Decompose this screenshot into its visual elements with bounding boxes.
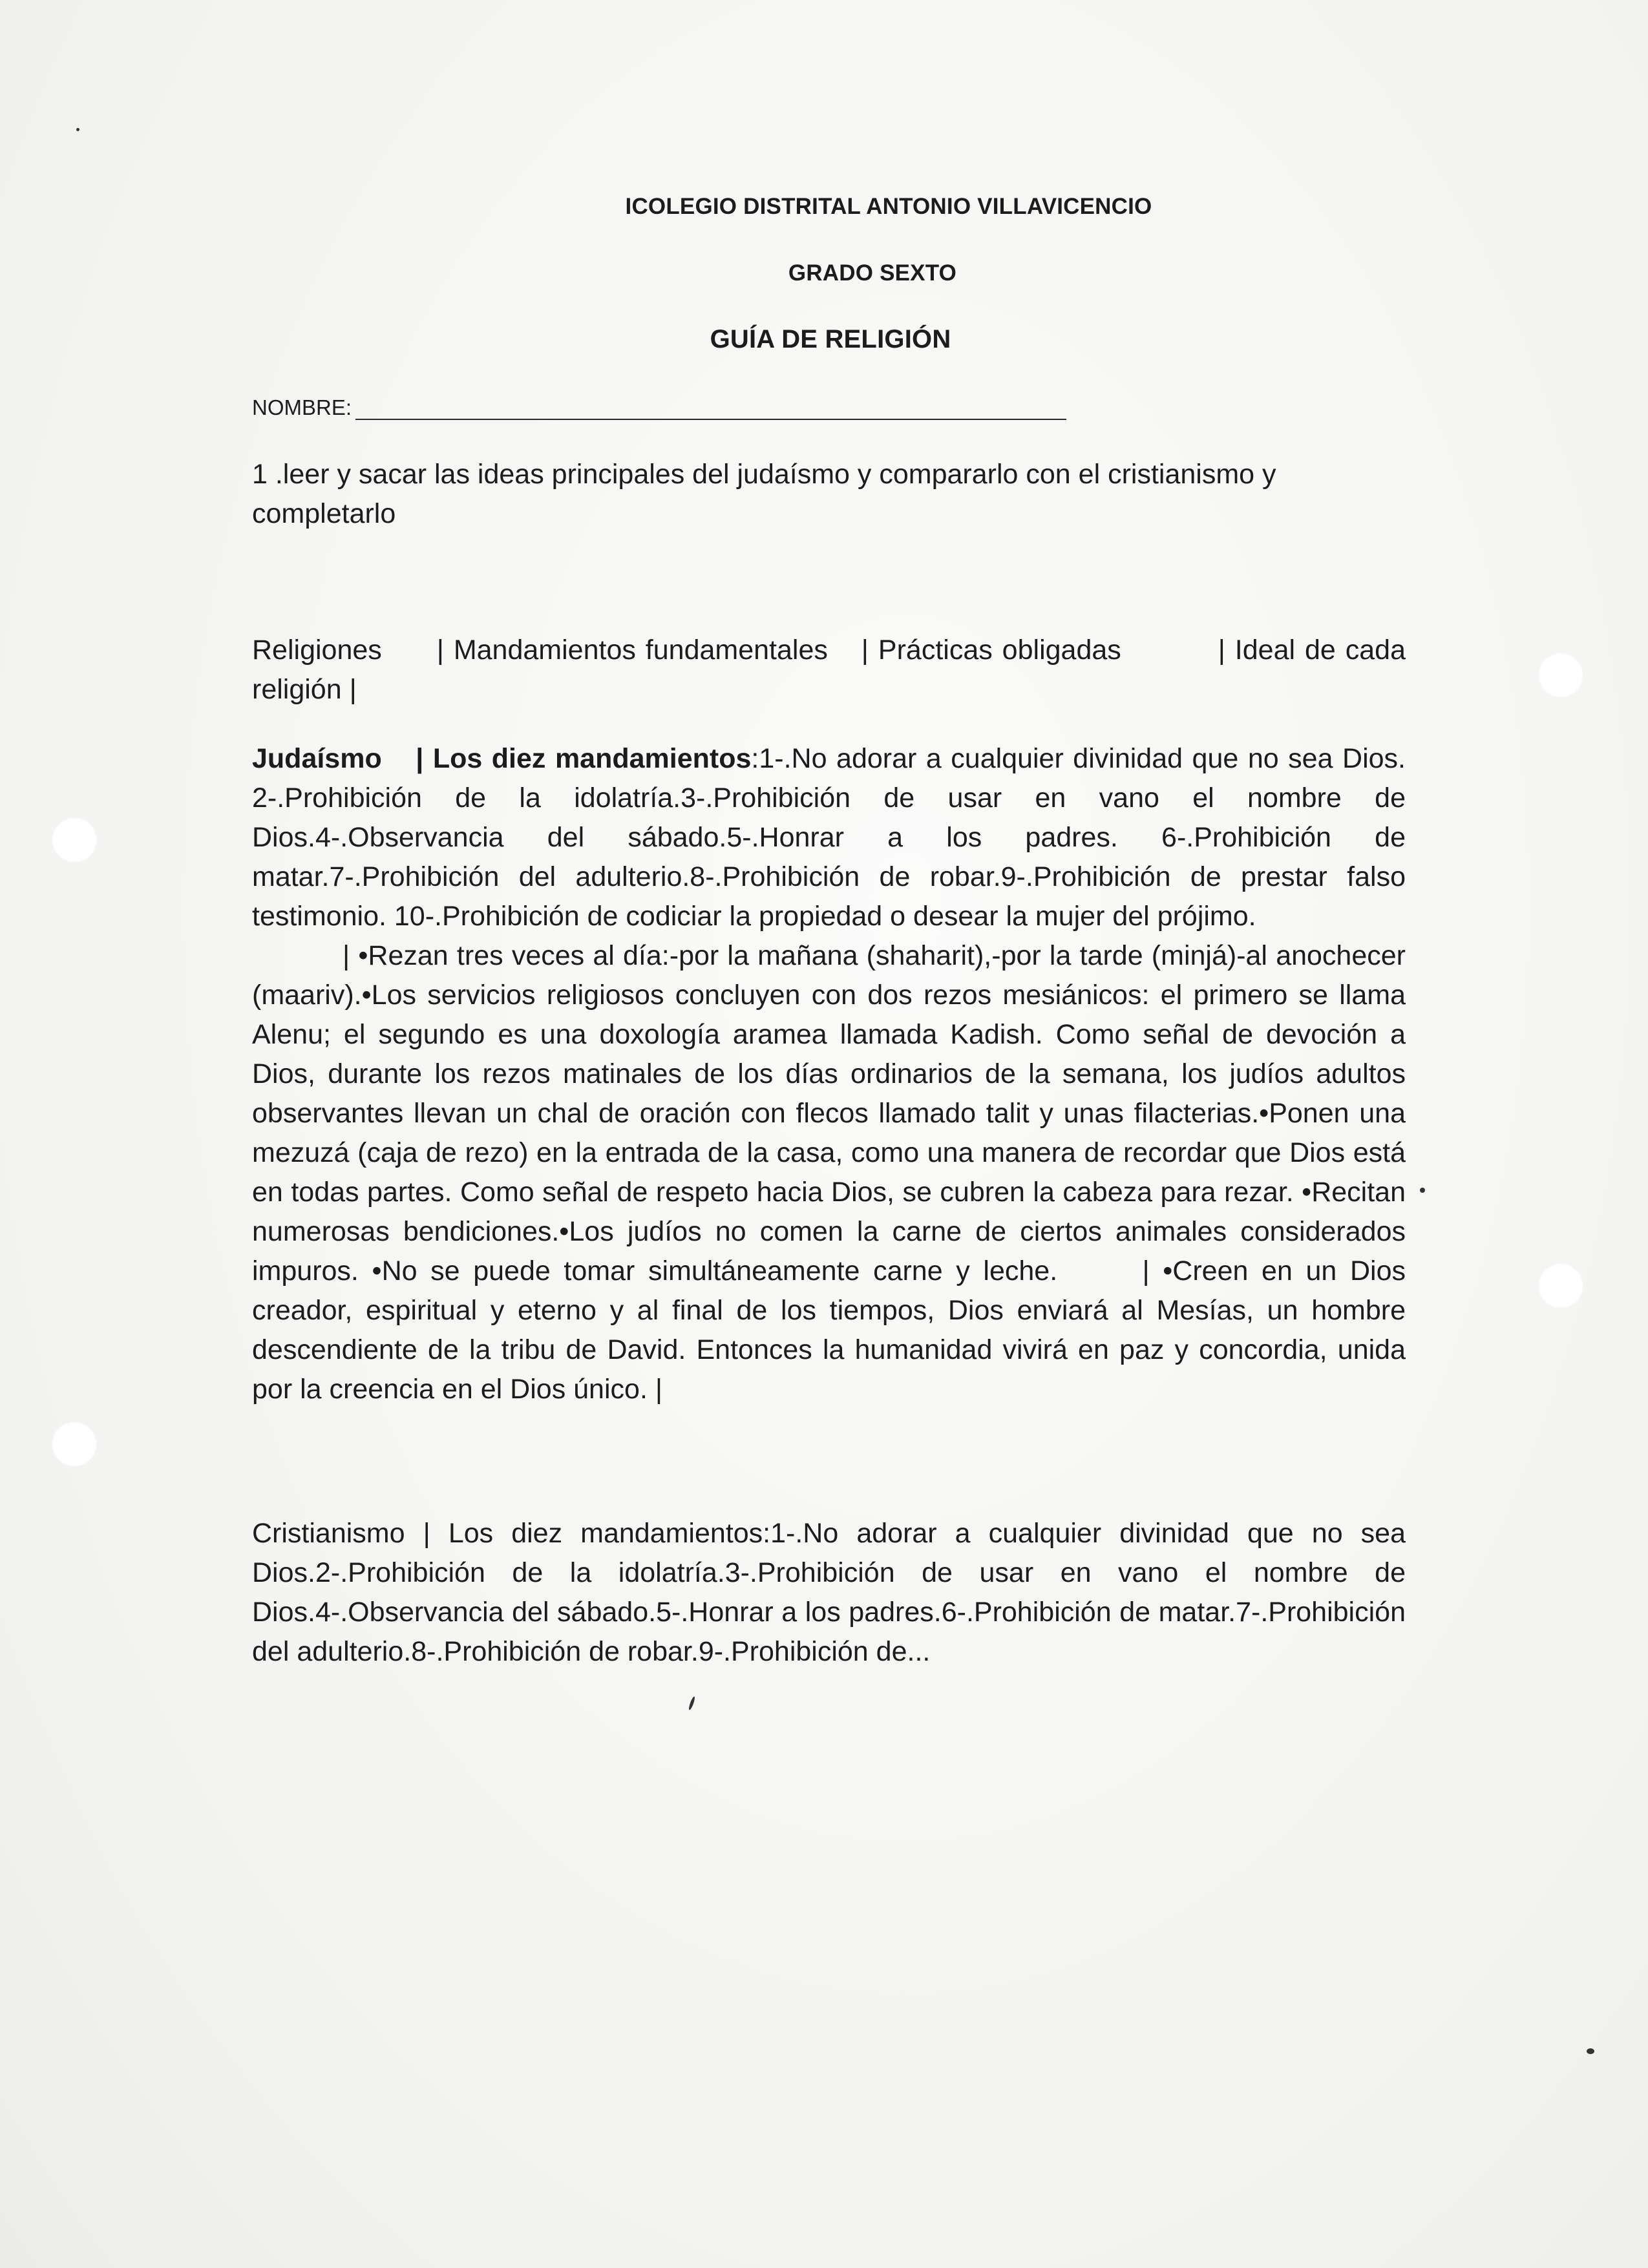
- judaism-commandments-title: | Los diez mandamientos: [416, 743, 752, 774]
- grade-title: GRADO SEXTO: [788, 260, 957, 286]
- paper-mark: [76, 128, 79, 131]
- christianity-section: Cristianismo | Los diez mandamientos:1-.No adorar a cualquier divinidad que no sea Dios.2-.Prohibición de la idolatría.3-.Prohibición de usar en vano el nombre de Dios.4-.Observancia del sábado.5-.Honrar a los padres.6-.Prohibición de matar.7-.Prohibición del adulterio.8-.Prohibición de robar.9-.Prohibición de...: [252, 1518, 1406, 1667]
- judaism-section: [252, 739, 1406, 1409]
- column-practices: | Prácticas obligadas: [861, 635, 1121, 666]
- judaism-ideal: | •Creen en un Dios creador, espiritual y eterno y al final de los tiempos, Dios enviará al Mesías, un hombre descendiente de la tribu de David. Entonces la humanidad vivirá en paz y concordia, unida por la creencia en el Dios único. |: [252, 1255, 1406, 1405]
- paper-mark: [1420, 1188, 1425, 1193]
- column-headers: [252, 631, 1406, 709]
- column-ideal: | Ideal de cada religión |: [252, 635, 1406, 705]
- guide-title: GUÍA DE RELIGIÓN: [710, 325, 951, 353]
- column-commandments: | Mandamientos fundamentales: [436, 635, 828, 666]
- punch-hole: [52, 1422, 97, 1467]
- judaism-title: Judaísmo: [252, 743, 382, 774]
- paper-mark: [688, 1696, 695, 1710]
- judaism-commandments: :1-.No adorar a cualquier divinidad que no sea Dios. 2-.Prohibición de la idolatría.3-.Prohibición de usar en vano el nombre de Dios.4-.Observancia del sábado.5-.Honrar a los padres. 6-.Prohibición de matar.7-.Prohibición del adulterio.8-.Prohibición de robar.9-.Prohibición de prestar falso testimonio. 10-.Prohibición de codiciar la propiedad o desear la mujer del prójimo.: [252, 743, 1406, 932]
- column-religions: Religiones: [252, 635, 382, 666]
- name-blank-line: [355, 395, 1066, 420]
- punch-hole: [52, 817, 97, 863]
- school-name: ICOLEGIO DISTRITAL ANTONIO VILLAVICENCIO: [625, 194, 1152, 219]
- judaism-practices: | •Rezan tres veces al día:-por la mañana (shaharit),-por la tarde (minjá)-al anochecer (maariv).•Los servicios religiosos concluyen con dos rezos mesiánicos: el primero se llama Alenu; el segundo es una doxología aramea llamada Kadish. Como señal de devoción a Dios, durante los rezos matinales de los días ordinarios de la semana, los judíos adultos observantes llevan un chal de oración con flecos llamado talit y unas filacterias.•Ponen una mezuzá (caja de rezo) en la entrada de la casa, como una manera de recordar que Dios está en todas partes. Como señal de respeto hacia Dios, se cubren la cabeza para rezar. •Recitan numerosas bendiciones.•Los judíos no comen la carne de ciertos animales considerados impuros. •No se puede tomar simultáneamente carne y leche.: [252, 940, 1406, 1286]
- punch-hole: [1538, 1263, 1583, 1308]
- name-field-row: [252, 395, 1066, 420]
- punch-hole: [1538, 653, 1583, 698]
- paper-mark: [1587, 2048, 1594, 2054]
- instruction: 1 .leer y sacar las ideas principales del judaísmo y compararlo con el cristianismo y completarlo: [252, 459, 1276, 529]
- name-label: NOMBRE:: [252, 395, 352, 419]
